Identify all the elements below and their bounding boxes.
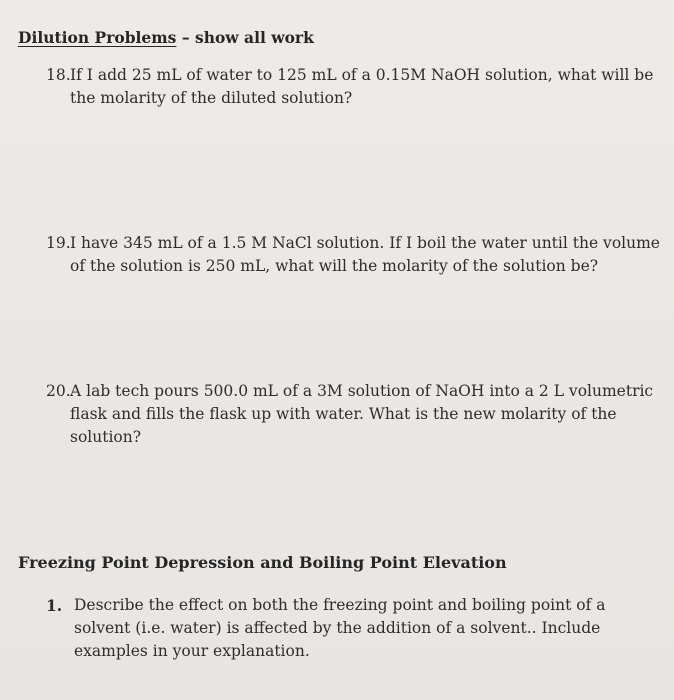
problem-18 [46, 64, 666, 110]
question-number: 1. [46, 596, 63, 615]
problem-text: A lab tech pours 500.0 mL of a 3M solution of NaOH into a 2 L volumetric flask and fills the flask up with water. What is the new molarity of the solution? [70, 382, 654, 446]
freezing-point-section-title: Freezing Point Depression and Boiling Point Elevation [18, 553, 507, 572]
fp-question-1 [46, 594, 666, 663]
problem-number: 20. [46, 382, 71, 400]
dilution-section-title [18, 28, 314, 47]
problem-text: I have 345 mL of a 1.5 M NaCl solution. If I boil the water until the volume of the solution is 250 mL, what will the molarity of the solution be? [70, 234, 660, 275]
dilution-title-underlined: Dilution Problems [18, 28, 177, 47]
problem-20 [46, 380, 666, 449]
problem-number: 18. [46, 66, 71, 84]
problem-text: If I add 25 mL of water to 125 mL of a 0.15M NaOH solution, what will be the molarity of the diluted solution? [70, 66, 654, 107]
problem-number: 19. [46, 234, 71, 252]
dilution-title-rest: – show all work [176, 28, 314, 47]
problem-19 [46, 232, 666, 278]
question-text: Describe the effect on both the freezing point and boiling point of a solvent (i.e. water) is affected by the addition of a solvent.. Include examples in your explanation. [74, 596, 606, 660]
